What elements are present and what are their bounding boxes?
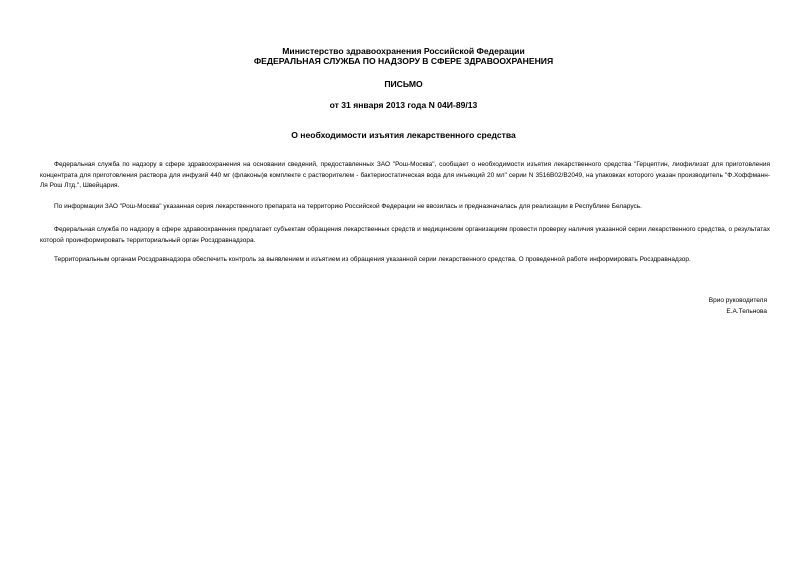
paragraph-3 xyxy=(40,225,770,246)
document-subject: О необходимости изъятия лекарственного средства xyxy=(291,130,516,140)
paragraph-4 xyxy=(40,255,770,266)
document-date: от 31 января 2013 года N 04И-89/13 xyxy=(329,100,478,110)
document-type: ПИСЬМО xyxy=(384,79,423,89)
paragraph-1 xyxy=(40,160,770,192)
ministry-name: Министерство здравоохранения Российской Федерации xyxy=(282,46,525,56)
service-name: ФЕДЕРАЛЬНАЯ СЛУЖБА ПО НАДЗОРУ В СФЕРЕ ЗДРАВООХРАНЕНИЯ xyxy=(253,56,554,66)
paragraph-text: Федеральная служба по надзору в сфере здравоохранения предлагает субъектам обращения лекарственных средств и медицинским организациям провести проверку наличия указанной серии лекарственного средства, о результатах которой проинформировать территориальный орган Росздравнадзора. xyxy=(40,226,770,244)
paragraph-text: По информации ЗАО "Рош-Москва" указанная серия лекарственного препарата на территорию Российской Федерации не ввозилась и предназначалась для реализации в Республике Беларусь. xyxy=(54,203,642,210)
signatory-name: Е.А.Тельнова xyxy=(726,308,767,315)
paragraph-text: Федеральная служба по надзору в сфере здравоохранения на основании сведений, предоставленных ЗАО "Рош-Москва", сообщает о необходимости изъятия лекарственного средства "Герцептин, лиофилизат для приготовления концентрата для приготовления раствора для инфузий 440 мг (флаконы)в комплекте с растворителем - бактериостатическая вода для инъекций 20 мл" серии N 3516В02/В2049, на упаковках которого указан производитель "Ф.Хоффманн-Ля Рош Лтд.", Швейцария. xyxy=(40,161,770,189)
paragraph-text: Территориальным органам Росздравнадзора обеспечить контроль за выявлением и изъятием из обращения указанной серии лекарственного средства. О проведенной работе информировать Росздравнадзор. xyxy=(54,256,691,263)
paragraph-2 xyxy=(40,202,770,213)
signatory-title: Врио руководителя xyxy=(708,297,767,304)
